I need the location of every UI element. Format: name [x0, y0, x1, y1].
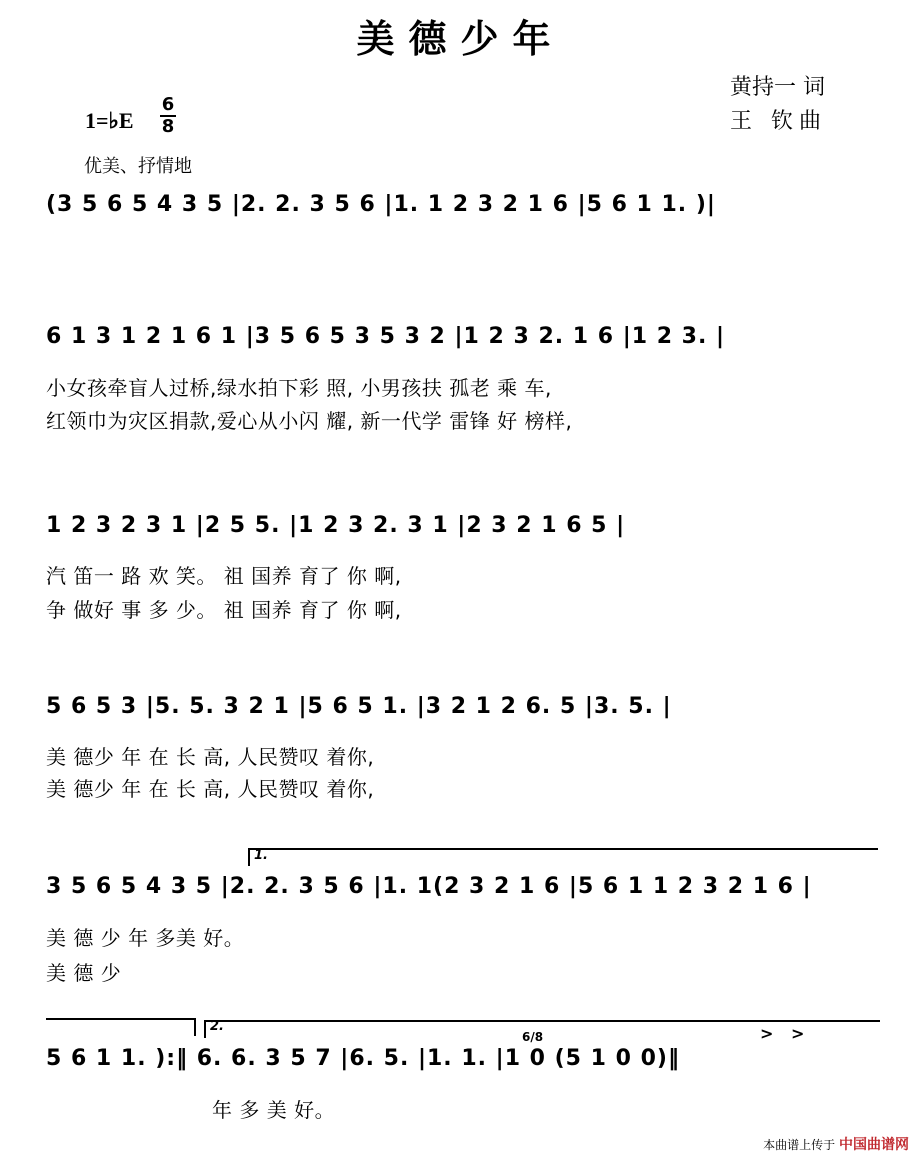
volta-1-bracket — [248, 848, 878, 850]
meter-bottom: 8 — [161, 116, 175, 137]
music-row-3: 1 2 3 2 3 1 |2 5 5. |1 2 3 2. 3 1 |2 3 2 1 6 5 | — [46, 513, 626, 538]
lyrics-row-3-verse-1: 汽 笛一 路 欢 笑。 祖 国养 育了 你 啊, — [46, 564, 402, 588]
footer-text: 本曲谱上传于 — [763, 1138, 836, 1152]
music-row-1: (3 5 6 5 4 3 5 |2. 2. 3 5 6 |1. 1 2 3 2 1 6 |5 6 1 1. )| — [46, 192, 716, 217]
tempo-marking: 优美、抒情地 — [84, 156, 192, 177]
volta-1-continuation — [46, 1018, 196, 1020]
volta-1-left-edge — [248, 848, 250, 866]
meter-change: 6/8 — [522, 1030, 544, 1044]
lyrics-row-2-verse-2: 红领巾为灾区捐款,爱心从小闪 耀, 新一代学 雷锋 好 榜样, — [46, 409, 573, 433]
lyrics-row-5-verse-1: 美 德 少 年 多美 好。 — [46, 926, 245, 950]
footer-credit — [763, 1134, 909, 1154]
music-row-2: 6 1 3 1 2 1 6 1 |3 5 6 5 3 5 3 2 |1 2 3 2. 1 6 |1 2 3. | — [46, 324, 726, 349]
lyrics-row-4-verse-2: 美 德少 年 在 长 高, 人民赞叹 着你, — [46, 777, 375, 801]
lyrics-row-6: 年 多 美 好。 — [212, 1098, 336, 1122]
song-title: 美德少年 — [356, 16, 565, 61]
lyrics-row-3-verse-2: 争 做好 事 多 少。 祖 国养 育了 你 啊, — [46, 598, 402, 622]
music-row-4: 5 6 5 3 |5. 5. 3 2 1 |5 6 5 1. |3 2 1 2 6. 5 |3. 5. | — [46, 694, 672, 719]
meter-top: 6 — [161, 94, 175, 115]
music-row-6: 5 6 1 1. ):‖ 6. 6. 3 5 7 |6. 5. |1. 1. |1 0 (5 1 0 0)‖ — [46, 1046, 680, 1071]
music-row-5: 3 5 6 5 4 3 5 |2. 2. 3 5 6 |1. 1(2 3 2 1 6 |5 6 1 1 2 3 2 1 6 | — [46, 874, 812, 899]
composer-credit: 王 钦曲 — [730, 109, 827, 134]
volta-2-bracket — [204, 1020, 880, 1022]
time-signature — [158, 95, 178, 137]
volta-2-left-edge — [204, 1020, 206, 1038]
lyrics-row-4-verse-1: 美 德少 年 在 长 高, 人民赞叹 着你, — [46, 745, 375, 769]
volta-2-label: 2. — [210, 1019, 224, 1034]
volta-1-end-edge — [194, 1018, 196, 1036]
lyrics-row-5-verse-2: 美 德 少 — [46, 961, 122, 985]
volta-1-label: 1. — [254, 848, 268, 863]
key-signature: 1=♭E — [85, 108, 134, 133]
lyricist-credit: 黄持一 词 — [730, 75, 825, 100]
lyrics-row-2-verse-1: 小女孩牵盲人过桥,绿水拍下彩 照, 小男孩扶 孤老 乘 车, — [46, 376, 552, 400]
accent-marks: > > — [760, 1024, 811, 1043]
footer-brand: 中国曲谱网 — [839, 1137, 909, 1153]
